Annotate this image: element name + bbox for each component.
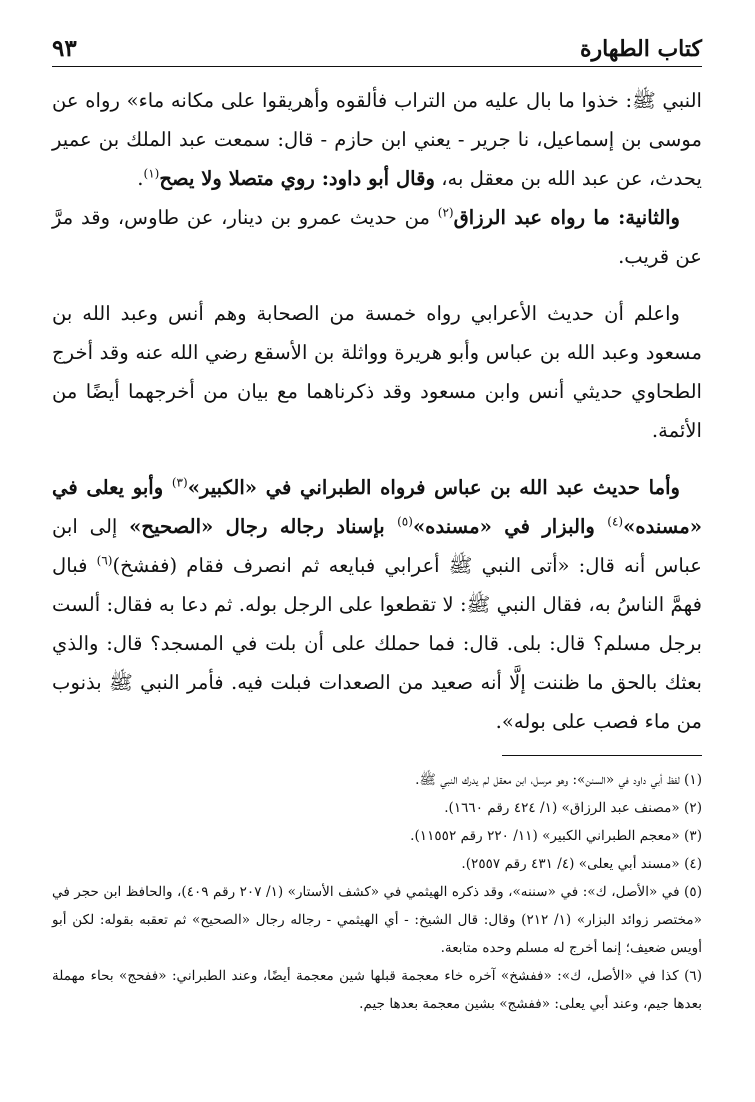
footnote-3: (٣) «معجم الطبراني الكبير» (١١/ ٢٢٠ رقم ١١٥٥٢). <box>410 828 702 844</box>
bold-text-run: وأما حديث عبد الله بن عباس فرواه الطبراني في «الكبير» <box>187 476 680 499</box>
header-rule <box>52 66 702 67</box>
main-text <box>52 81 702 741</box>
footnote-6: (٦) كذا في «الأصل، ك»: «ففشخ» آخره خاء معجمة قبلها شين معجمة أيضًا، وعند الطبراني: «ففحج» بحاء مهملة بعدها جيم، وعند أبي يعلى: «ففشج» بشين معجمة بعدها جيم. <box>52 968 702 1012</box>
text-run: إلى ابن عباس أنه قال: «أتى النبي ﷺ أعرابي فبايعه ثم انصرف فقام (ففشخ) <box>52 515 702 577</box>
chapter-title: كتاب الطهارة <box>579 36 702 62</box>
text-run: واعلم أن حديث الأعرابي رواه خمسة من الصحابة وهم أنس وعبد الله بن مسعود وعبد الله بن عباس وأبو هريرة وواثلة بن الأسقع رضي الله عنه وقد أخرج الطحاوي حديثي أنس وابن مسعود وقد ذكرناهما مع بيان من أخرجهما أيضًا من الأئمة. <box>52 302 702 442</box>
paragraph-3 <box>52 294 702 450</box>
paragraph-1 <box>52 81 702 198</box>
footnote-ref: (١) <box>143 166 160 181</box>
running-header <box>52 26 702 62</box>
bold-text-run: وقال أبو داود: روي متصلا ولا يصح <box>159 167 435 190</box>
bold-text-run: وأبو يعلى في «مسنده» <box>52 476 703 538</box>
paragraph-4 <box>52 468 702 741</box>
text-run: من حديث عمرو بن دينار، عن طاوس، وقد مرَّ عن قريب. <box>52 206 702 268</box>
footnote-2: (٢) «مصنف عبد الرزاق» (١/ ٤٢٤ رقم ١٦٦٠). <box>444 800 702 816</box>
footnote-ref: (٣) <box>171 475 188 490</box>
book-page <box>52 26 702 1018</box>
paragraph-gap <box>52 450 702 468</box>
bold-text-run: والثانية: ما رواه عبد الرزاق <box>453 206 680 229</box>
footnote-5: (٥) في «الأصل، ك»: في «سننه»، وقد ذكره الهيثمي في «كشف الأستار» (١/ ٢٠٧ رقم ٤٠٩)، والحافظ ابن حجر في «مختصر زوائد البزار» (١/ ٢١٢) وقال: قال الشيخ: - أي الهيثمي - رجاله رجال «الصحيح» ثم تعقبه بقوله: لكن أبو أويس ضعيف؛ إنما أخرج له مسلم وحده متابعة. <box>52 884 702 956</box>
text-run: فبال فهمَّ الناسُ به، فقال النبي ﷺ: لا تقطعوا على الرجل بوله. ثم دعا به فقال: ألست برجل مسلم؟ قال: بلى. قال: فما حملك على أن بلت في المسجد؟ قال: والذي بعثك بالحق ما ظننت إلَّا أنه صعيد من الصعدات فبلت فيه. فأمر النبي ﷺ بذنوب من ماء فصب على بوله». <box>52 554 702 733</box>
page-number: ٩٣ <box>52 35 77 62</box>
footnote-ref: (٢) <box>437 205 454 220</box>
footnote-4: (٤) «مسند أبي يعلى» (٤/ ٤٣١ رقم ٢٥٥٧). <box>461 856 702 872</box>
bold-text-run: بإسناد رجاله رجال «الصحيح» <box>129 515 398 538</box>
footnote-1: (١) لفظ أبي داود في «السنن»: وهو مرسل، ابن معقل لم يدرك النبي ﷺ. <box>415 772 702 788</box>
text-run: النبي ﷺ: خذوا ما بال عليه من التراب فألقوه وأهريقوا على مكانه ماء» رواه عن موسى بن إسماعيل، نا جرير - يعني ابن حازم - قال: سمعت عبد الملك بن عمير يحدث، عن عبد الله بن معقل به، <box>52 89 702 190</box>
footnotes <box>52 766 702 1018</box>
footnote-ref: (٤) <box>607 514 624 529</box>
text-run: . <box>137 167 144 190</box>
footnote-ref: (٦) <box>96 553 113 568</box>
bold-text-run: والبزار في «مسنده» <box>412 515 608 538</box>
paragraph-2 <box>52 198 702 276</box>
footnote-ref: (٥) <box>397 514 413 529</box>
paragraph-gap <box>52 276 702 294</box>
footnote-rule <box>502 755 702 756</box>
